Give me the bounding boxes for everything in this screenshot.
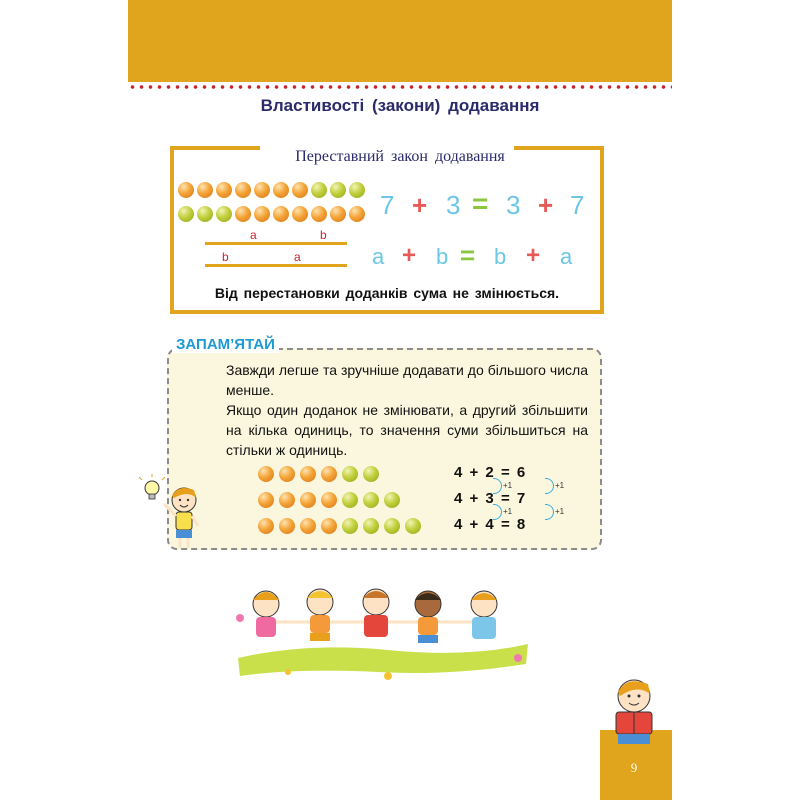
eq-letter-a: a — [372, 244, 385, 269]
increment-label: +1 — [555, 481, 565, 490]
header-band — [128, 0, 672, 82]
plus-sign: + — [412, 190, 428, 220]
example-balls-row-1 — [258, 466, 379, 482]
balls-row-bottom — [178, 206, 365, 222]
eq-letter-a2: a — [560, 244, 573, 269]
increment-label: +1 — [555, 507, 565, 516]
example-sum-1: 4 + 2 = 6 — [454, 464, 526, 481]
increment-label: +1 — [503, 507, 513, 516]
bar-label-a2: a — [294, 250, 301, 264]
bar-label-a: a — [250, 228, 257, 242]
lightbulb-icon — [139, 474, 165, 499]
segment-bar-bottom — [205, 264, 347, 267]
example-balls-row-2 — [258, 492, 400, 508]
eq-letter-b2: b — [494, 244, 507, 269]
remember-rule-1: Завжди легше та зручніше додавати до більшого числа менше. — [226, 362, 588, 398]
segment-bar-top — [205, 242, 347, 245]
example-balls-row-3 — [258, 518, 421, 534]
plus-sign-2: + — [538, 190, 554, 220]
increment-label: +1 — [503, 481, 513, 490]
example-sum-3: 4 + 4 = 8 — [454, 516, 526, 533]
eq-letter-b: b — [436, 244, 449, 269]
children-holding-hands — [228, 580, 538, 690]
remember-label: ЗАПАМ’ЯТАЙ — [172, 336, 279, 353]
eq-number-7b: 7 — [570, 190, 585, 220]
law-title: Переставний закон додавання — [295, 148, 505, 165]
page-title: Властивості (закони) додавання — [260, 96, 540, 115]
equals-sign: = — [472, 188, 489, 219]
page-number: 9 — [630, 760, 638, 775]
boy-with-idea — [138, 474, 208, 554]
remember-rule-2: Якщо один доданок не змінювати, а другий збільшити на кілька одиниць, то значення суми збільшиться на стільки ж одиниць. — [226, 402, 588, 458]
bar-label-b2: b — [222, 250, 229, 264]
eq-number-3b: 3 — [506, 190, 521, 220]
example-sum-2: 4 + 3 = 7 — [454, 490, 526, 507]
bar-label-b: b — [320, 228, 327, 242]
header-dotted-line — [128, 84, 672, 90]
eq-number-7: 7 — [380, 190, 395, 220]
boy-reading-book — [602, 672, 668, 752]
eq-number-3: 3 — [446, 190, 461, 220]
plus-sign-3: + — [402, 242, 417, 269]
balls-row-top — [178, 182, 365, 198]
plus-sign-4: + — [526, 242, 541, 269]
law-statement: Від перестановки доданків сума не змінюється. — [214, 285, 560, 301]
equals-sign-2: = — [460, 240, 476, 270]
